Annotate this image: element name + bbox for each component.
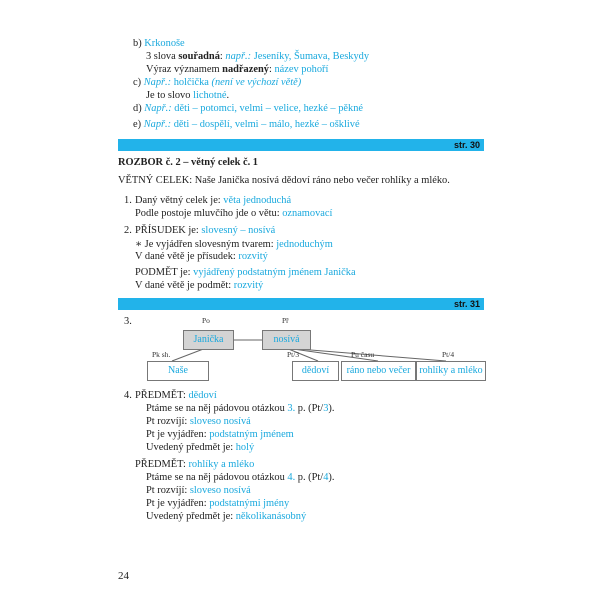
- answer: dědoví: [188, 390, 217, 401]
- object-2-line3: [146, 498, 289, 509]
- text: :: [219, 51, 226, 62]
- object-1-line2: [146, 416, 251, 427]
- object-1-line1: [146, 403, 334, 414]
- text: p. (Pt/: [295, 472, 324, 483]
- bold-text: souřadná: [178, 51, 220, 62]
- answer: oznamovací: [282, 208, 333, 219]
- text: PŘEDMĚT:: [135, 459, 189, 470]
- text: Pt rozvíjí:: [146, 485, 190, 496]
- answer: několikanásobný: [235, 511, 307, 522]
- text: ).: [328, 472, 335, 483]
- text: Pt je vyjádřen:: [146, 429, 210, 440]
- text: Pt je vyjádřen:: [146, 498, 210, 509]
- box-dedovi: dědoví: [292, 361, 339, 381]
- answer: slovesný – nosívá: [201, 225, 276, 236]
- answer: lichotné: [193, 90, 227, 101]
- item-b-title: Krkonoše: [144, 38, 185, 49]
- text: .: [226, 90, 230, 101]
- label-pt3: Pt/3: [287, 350, 300, 359]
- point-number: 1.: [124, 195, 132, 206]
- item-e-marker: e): [133, 119, 142, 130]
- note: (není ve výchozí větě): [211, 77, 302, 88]
- text: Uvedený předmět je:: [146, 442, 236, 453]
- object-2-line4: [146, 511, 306, 522]
- answer: jednoduchým: [276, 239, 333, 250]
- text: Je to slovo: [146, 90, 194, 101]
- answer: rohlíky a mléko: [188, 459, 255, 470]
- answer: rozvitý: [233, 280, 264, 291]
- answer: sloveso nosívá: [189, 416, 251, 427]
- item-d-marker: d): [133, 103, 142, 114]
- item-c-marker: c): [133, 77, 142, 88]
- answer: holčička: [171, 77, 212, 88]
- label-po: Po: [202, 316, 210, 325]
- text: Pt rozvíjí:: [146, 416, 190, 427]
- example-label: Např.:: [144, 103, 172, 114]
- answer: název pohoří: [274, 64, 329, 75]
- text: :: [268, 64, 275, 75]
- page-ref-label: str. 30: [453, 140, 480, 150]
- text: PŘÍSUDEK je:: [135, 225, 202, 236]
- answer: 3: [323, 403, 329, 414]
- answer: sloveso nosívá: [189, 485, 251, 496]
- text: Ptáme se na něj pádovou otázkou: [146, 472, 288, 483]
- answer: děti – potomci, velmi – velice, hezké – pěkné: [171, 103, 364, 114]
- label-pr: Př: [282, 316, 289, 325]
- text: Výraz významem: [146, 64, 223, 75]
- answer: 3.: [287, 403, 296, 414]
- bold-text: nadřazený: [222, 64, 269, 75]
- object-1-line3: [146, 429, 294, 440]
- text: V dané větě je přísudek:: [135, 251, 239, 262]
- text: 3 slova: [146, 51, 179, 62]
- answer: děti – dospělí, velmi – málo, hezké – ošklivé: [171, 119, 360, 130]
- item-b-marker: b): [133, 38, 142, 49]
- box-janicka: Janička: [183, 330, 234, 350]
- point-number: 2.: [124, 225, 132, 236]
- answer: rozvitý: [238, 251, 268, 262]
- object-1-heading: [135, 390, 217, 401]
- answer: 4: [323, 472, 329, 483]
- bullet-icon: ∗: [135, 239, 143, 250]
- label-pt4: Pt/4: [442, 350, 455, 359]
- label-pk-sh: Pk sh.: [152, 350, 171, 359]
- answer: vyjádřený podstatným jménem Janička: [193, 267, 356, 278]
- box-nosiva: nosívá: [262, 330, 311, 350]
- text: V dané větě je podmět:: [135, 280, 234, 291]
- label-pu-casu: Pu času: [351, 350, 375, 359]
- object-1-line4: [146, 442, 254, 453]
- text: Je vyjádřen slovesným tvarem:: [142, 239, 277, 250]
- object-2-line2: [146, 485, 251, 496]
- example-label: Např.:: [143, 77, 172, 88]
- text: PODMĚT je:: [135, 267, 194, 278]
- example-label: např.:: [225, 51, 252, 62]
- answer: podstatnými jmény: [209, 498, 290, 509]
- answer: 4.: [287, 472, 296, 483]
- text: Uvedený předmět je:: [146, 511, 236, 522]
- answer: holý: [235, 442, 255, 453]
- text: Daný větný celek je:: [135, 195, 224, 206]
- object-2-line1: [146, 472, 334, 483]
- point-4: 4.: [124, 390, 132, 401]
- answer: Jeseníky, Šumava, Beskydy: [251, 51, 370, 62]
- box-nase: Naše: [147, 361, 209, 381]
- text: p. (Pt/: [295, 403, 324, 414]
- text: Ptáme se na něj pádovou otázkou: [146, 403, 288, 414]
- text: ).: [328, 403, 335, 414]
- box-rohliky-a-mleko: rohlíky a mléko: [416, 361, 486, 381]
- example-label: Např.:: [143, 119, 172, 130]
- answer: podstatným jménem: [209, 429, 294, 440]
- point-3: 3.: [124, 316, 132, 327]
- object-2-heading: [135, 459, 254, 470]
- answer: věta jednoduchá: [223, 195, 292, 206]
- sentence: VĚTNÝ CELEK: Naše Janička nosívá dědoví ráno nebo večer rohlíky a mléko.: [118, 175, 450, 186]
- page-ref-label: str. 31: [453, 299, 480, 309]
- section-heading: ROZBOR č. 2 – větný celek č. 1: [118, 157, 258, 168]
- box-rano-nebo-vecer: ráno nebo večer: [341, 361, 416, 381]
- text: Podle postoje mluvčího jde o větu:: [135, 208, 283, 219]
- page-number: 24: [118, 570, 129, 582]
- text: PŘEDMĚT:: [135, 390, 189, 401]
